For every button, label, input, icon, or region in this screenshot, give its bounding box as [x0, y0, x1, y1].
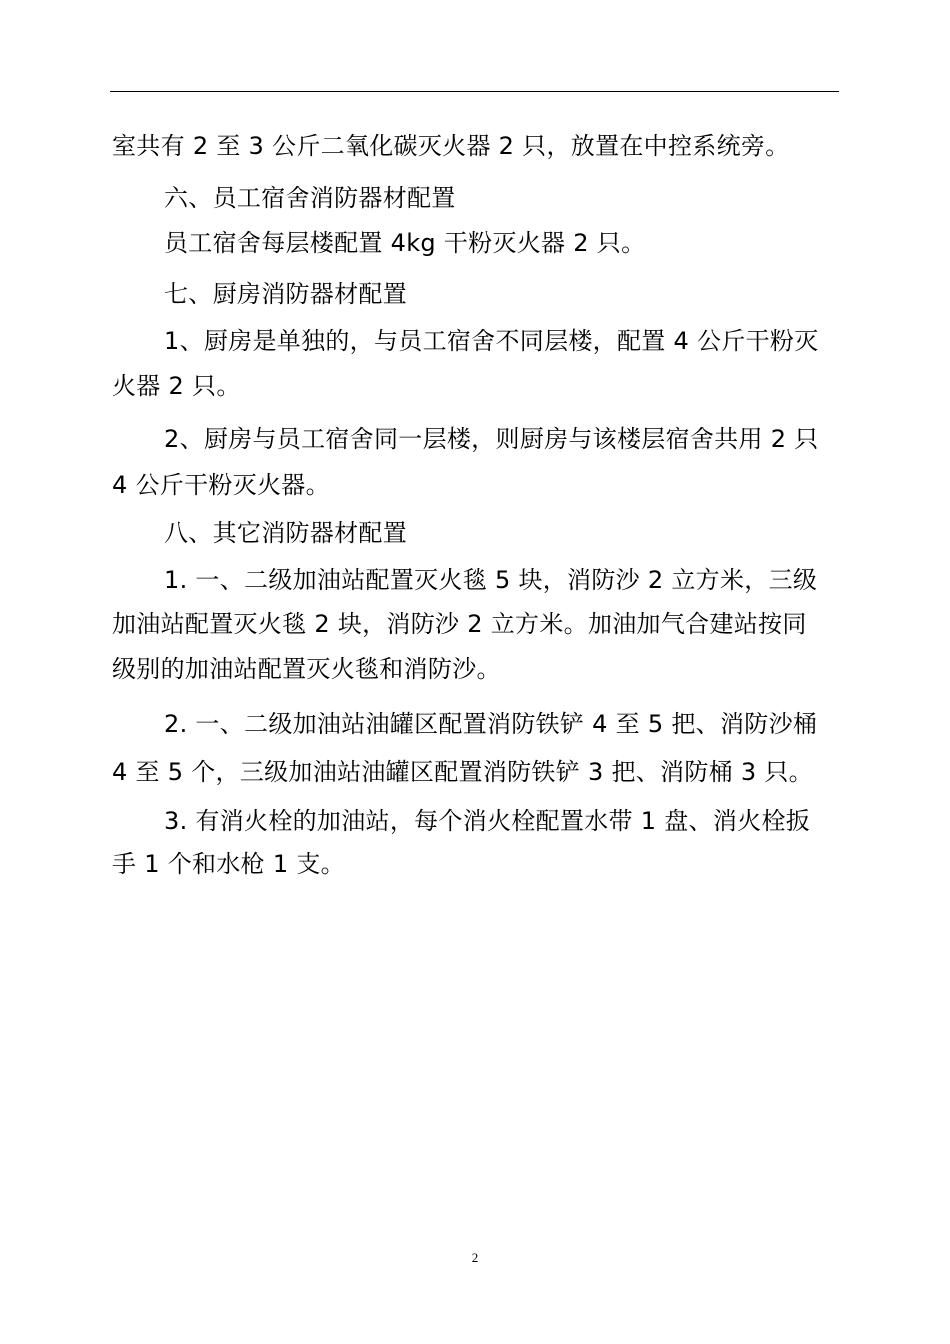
text-line: 级别的加油站配置灭火毯和消防沙。 — [112, 655, 501, 683]
section-heading: 七、厨房消防器材配置 — [164, 280, 407, 308]
text-line: 1. 一、二级加油站配置灭火毯 5 块，消防沙 2 立方米，三级 — [164, 566, 818, 594]
text-line: 3. 有消火栓的加油站，每个消火栓配置水带 1 盘、消火栓扳 — [164, 807, 811, 835]
text-line: 2、厨房与员工宿舍同一层楼，则厨房与该楼层宿舍共用 2 只 — [164, 425, 819, 453]
text-line: 4 公斤干粉灭火器。 — [112, 471, 330, 499]
text-line: 4 至 5 个，三级加油站油罐区配置消防铁铲 3 把、消防桶 3 只。 — [112, 758, 813, 786]
text-line: 员工宿舍每层楼配置 4kg 干粉灭火器 2 只。 — [164, 229, 646, 257]
text-line: 火器 2 只。 — [112, 372, 241, 400]
text-line: 2. 一、二级加油站油罐区配置消防铁铲 4 至 5 把、消防沙桶 — [164, 710, 818, 738]
text-line: 1、厨房是单独的，与员工宿舍不同层楼，配置 4 公斤干粉灭 — [164, 327, 819, 355]
page-number: 2 — [471, 1250, 479, 1265]
section-heading: 八、其它消防器材配置 — [164, 519, 407, 547]
section-heading: 六、员工宿舍消防器材配置 — [164, 184, 456, 212]
text-line: 室共有 2 至 3 公斤二氧化碳灭火器 2 只，放置在中控系统旁。 — [112, 132, 790, 160]
header-rule — [110, 91, 839, 92]
text-line: 加油站配置灭火毯 2 块，消防沙 2 立方米。加油加气合建站按同 — [112, 610, 807, 638]
text-line: 手 1 个和水枪 1 支。 — [112, 850, 345, 878]
